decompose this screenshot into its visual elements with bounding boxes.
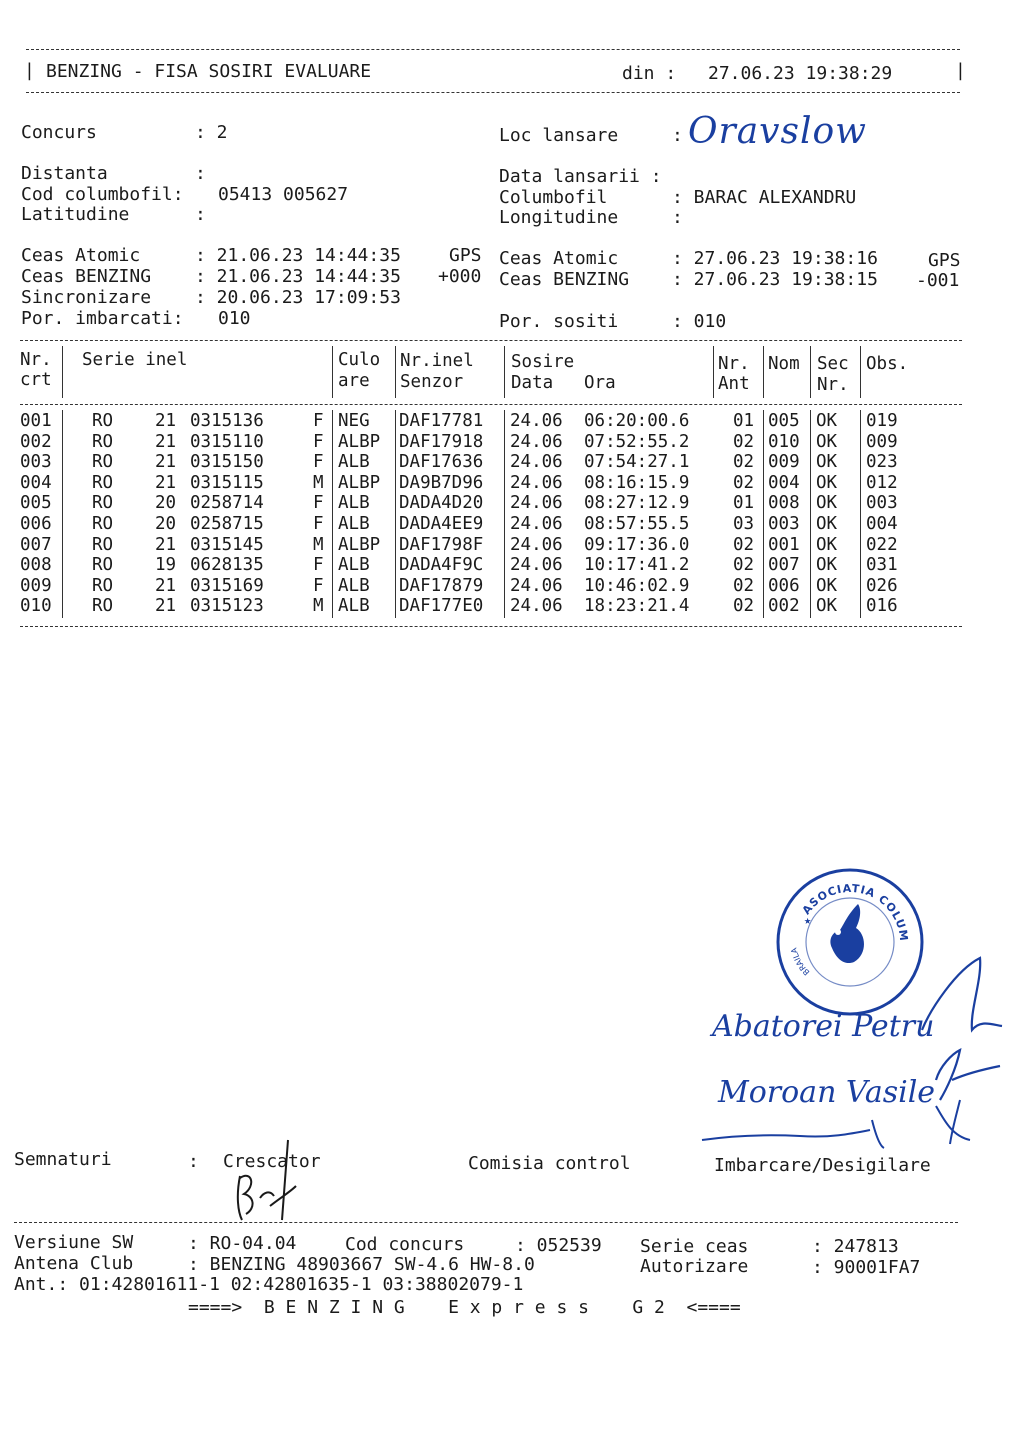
cell-sec: OK	[816, 534, 838, 555]
ceas-benzing-left-label: Ceas BENZING	[21, 266, 152, 287]
cell-year: 21	[155, 575, 177, 596]
col-sep	[860, 410, 861, 618]
cell-color: NEG	[338, 411, 370, 431]
table-top-rule	[20, 340, 962, 341]
footer-rule	[14, 1222, 958, 1223]
cell-nr: 010	[20, 596, 52, 617]
cell-nr: 003	[20, 452, 52, 473]
header-right-bar: |	[955, 60, 966, 81]
cell-color: ALB	[338, 555, 370, 576]
cell-time: 09:17:36.0	[584, 534, 690, 555]
cell-ring: 0315110	[190, 431, 264, 452]
sincronizare-value: : 20.06.23 17:09:53	[195, 287, 401, 308]
cell-nom: 006	[768, 575, 800, 596]
col-sep	[395, 346, 396, 398]
cell-year: 19	[155, 555, 177, 576]
cell-time: 08:16:15.9	[584, 472, 690, 493]
th-sec: Sec	[817, 354, 849, 374]
cell-sensor: DADA4D20	[399, 493, 484, 514]
ceas-benzing-right-label: Ceas BENZING	[499, 269, 630, 290]
cell-sensor: DAF17879	[399, 575, 484, 596]
semnaturi-label: Semnaturi	[14, 1149, 112, 1170]
cell-color: ALB	[338, 493, 370, 514]
loc-lansare-label: Loc lansare	[499, 125, 619, 146]
cell-ring: 0315169	[190, 575, 264, 596]
cell-nr: 008	[20, 555, 52, 576]
cell-ring: 0315145	[190, 534, 264, 555]
cell-ant: 01	[733, 493, 755, 514]
th-serie-inel: Serie inel	[82, 350, 188, 370]
cell-nom: 007	[768, 555, 800, 576]
cell-sex: F	[313, 452, 324, 473]
th-ant: Ant	[718, 374, 750, 394]
table-bottom-rule	[20, 626, 962, 627]
columbofil-value: : BARAC ALEXANDRU	[672, 187, 857, 208]
antena-value: : BENZING 48903667 SW-4.6 HW-8.0	[188, 1254, 535, 1275]
cell-sensor: DAF17781	[399, 411, 484, 431]
comisia-control-label: Comisia control	[468, 1153, 631, 1174]
cell-sec: OK	[816, 555, 838, 576]
concurs-label: Concurs	[21, 122, 97, 143]
autorizare-label: Autorizare	[640, 1256, 749, 1277]
cell-time: 10:17:41.2	[584, 555, 690, 576]
cell-year: 20	[155, 514, 177, 534]
cell-sex: F	[313, 575, 324, 596]
cell-sex: F	[313, 411, 324, 431]
cell-obs: 026	[866, 575, 898, 596]
imbarcati-value: 010	[218, 308, 251, 329]
th-nr: Nr.	[20, 350, 52, 370]
cell-year: 21	[155, 431, 177, 452]
cell-obs: 009	[866, 431, 898, 452]
cell-sec: OK	[816, 431, 838, 452]
cell-sensor: DADA4EE9	[399, 514, 484, 534]
data-lansarii-label: Data lansarii :	[499, 166, 662, 187]
antenna-list: Ant.: 01:42801611-1 02:42801635-1 03:38802079-1	[14, 1274, 524, 1295]
ceas-benzing-left-value: : 21.06.23 14:44:35	[195, 266, 401, 287]
ceas-atomic-right-value: : 27.06.23 19:38:16	[672, 248, 878, 269]
sositi-value: : 010	[672, 311, 727, 332]
cell-sex: F	[313, 493, 324, 514]
cell-ring: 0315150	[190, 452, 264, 473]
cell-time: 18:23:21.4	[584, 596, 690, 617]
cell-obs: 004	[866, 514, 898, 534]
cell-date: 24.06	[510, 411, 563, 431]
cod-columbofil-value: 05413 005627	[218, 184, 349, 205]
versiune-value: : RO-04.04	[188, 1233, 297, 1254]
cell-color: ALBP	[338, 534, 381, 555]
cell-sec: OK	[816, 575, 838, 596]
imbarcati-label: Por. imbarcati:	[21, 308, 184, 329]
cell-nom: 009	[768, 452, 800, 473]
cell-ant: 02	[733, 534, 755, 555]
ceas-atomic-right-label: Ceas Atomic	[499, 248, 619, 269]
crescator-label: Crescator	[223, 1151, 321, 1172]
cell-sec: OK	[816, 452, 838, 473]
cell-nom: 004	[768, 472, 800, 493]
cell-date: 24.06	[510, 472, 563, 493]
document-title: BENZING - FISA SOSIRI EVALUARE	[46, 61, 372, 82]
concurs-value: : 2	[195, 122, 228, 143]
signature-scribbles	[690, 950, 1010, 1150]
cell-country: RO	[92, 493, 114, 514]
th-data: Data	[511, 373, 554, 393]
col-sep	[62, 410, 63, 618]
cell-obs: 003	[866, 493, 898, 514]
cod-concurs-value: : 052539	[515, 1235, 602, 1256]
serie-ceas-value: : 247813	[812, 1236, 899, 1257]
cell-time: 07:54:27.1	[584, 452, 690, 473]
cell-nr: 006	[20, 514, 52, 534]
latitudine-label: Latitudine	[21, 204, 130, 225]
cell-nom: 008	[768, 493, 800, 514]
cell-ant: 02	[733, 472, 755, 493]
col-sep	[763, 346, 764, 398]
cell-obs: 031	[866, 555, 898, 576]
cell-time: 08:27:12.9	[584, 493, 690, 514]
cell-ring: 0315123	[190, 596, 264, 617]
cell-ring: 0258715	[190, 514, 264, 534]
th-culo: Culo	[338, 350, 381, 370]
cell-date: 24.06	[510, 555, 563, 576]
loc-lansare-value: Oravslow	[688, 111, 867, 152]
cell-country: RO	[92, 596, 114, 617]
cell-ring: 0258714	[190, 493, 264, 514]
cell-date: 24.06	[510, 452, 563, 473]
cell-sec: OK	[816, 411, 838, 431]
cell-ant: 01	[733, 411, 755, 431]
autorizare-value: : 90001FA7	[812, 1257, 921, 1278]
latitudine-value: :	[195, 204, 206, 225]
col-sep	[810, 346, 811, 398]
ceas-atomic-left-suffix: GPS	[449, 245, 482, 266]
handwritten-name-2: Moroan Vasile	[718, 1075, 936, 1110]
cell-nom: 003	[768, 514, 800, 534]
cell-sec: OK	[816, 514, 838, 534]
cell-country: RO	[92, 575, 114, 596]
table-header-rule	[20, 404, 962, 405]
col-sep	[504, 410, 505, 618]
cell-country: RO	[92, 452, 114, 473]
cell-ant: 02	[733, 452, 755, 473]
col-sep	[332, 410, 333, 618]
cell-country: RO	[92, 431, 114, 452]
cell-color: ALBP	[338, 472, 381, 493]
date-label: din :	[622, 63, 677, 84]
col-sep	[332, 346, 333, 398]
cell-year: 21	[155, 596, 177, 617]
cell-nr: 005	[20, 493, 52, 514]
cell-country: RO	[92, 555, 114, 576]
cell-ant: 02	[733, 555, 755, 576]
cell-sensor: DADA4F9C	[399, 555, 484, 576]
cell-color: ALB	[338, 514, 370, 534]
serie-ceas-label: Serie ceas	[640, 1236, 749, 1257]
cell-obs: 023	[866, 452, 898, 473]
col-sep	[395, 410, 396, 618]
distanta-value: :	[195, 163, 206, 184]
longitudine-label: Longitudine	[499, 207, 619, 228]
th-sec-nr: Nr.	[817, 375, 849, 395]
header-bottom-rule	[26, 92, 960, 93]
ceas-benzing-left-suffix: +000	[438, 266, 482, 287]
th-nr-ant: Nr.	[718, 354, 750, 374]
cell-date: 24.06	[510, 575, 563, 596]
header-top-rule	[26, 49, 960, 50]
cell-sensor: DAF17636	[399, 452, 484, 473]
cell-ant: 02	[733, 575, 755, 596]
columbofil-label: Columbofil	[499, 187, 608, 208]
cell-color: ALB	[338, 575, 370, 596]
th-obs: Obs.	[866, 354, 909, 374]
sincronizare-label: Sincronizare	[21, 287, 152, 308]
cell-year: 21	[155, 452, 177, 473]
sositi-label: Por. sositi	[499, 311, 619, 332]
antena-label: Antena Club	[14, 1253, 134, 1274]
imbarcare-desigilare-label: Imbarcare/Desigilare	[714, 1155, 931, 1176]
cell-nr: 009	[20, 575, 52, 596]
cell-sensor: DAF1798F	[399, 534, 484, 555]
cell-date: 24.06	[510, 493, 563, 514]
cell-year: 21	[155, 411, 177, 431]
th-nr-inel: Nr.inel	[400, 351, 474, 371]
cod-columbofil-label: Cod columbofil:	[21, 184, 184, 205]
ceas-atomic-left-label: Ceas Atomic	[21, 245, 141, 266]
th-ora: Ora	[584, 373, 616, 393]
cell-sex: M	[313, 472, 324, 493]
cod-concurs-label: Cod concurs	[345, 1234, 465, 1255]
cell-nr: 004	[20, 472, 52, 493]
cell-nom: 010	[768, 431, 800, 452]
ceas-benzing-right-value: : 27.06.23 19:38:15	[672, 269, 878, 290]
cell-nom: 002	[768, 596, 800, 617]
cell-nr: 007	[20, 534, 52, 555]
stamp-text: ASOCIATIA COLUMBOFILA	[764, 852, 911, 943]
header-left-bar: |	[24, 60, 35, 81]
cell-sex: F	[313, 555, 324, 576]
cell-ant: 02	[733, 431, 755, 452]
cell-time: 06:20:00.6	[584, 411, 690, 431]
th-senzor: Senzor	[400, 372, 464, 392]
cell-nr: 001	[20, 411, 52, 431]
th-crt: crt	[20, 370, 52, 390]
cell-time: 08:57:55.5	[584, 514, 690, 534]
cell-sex: M	[313, 534, 324, 555]
cell-sec: OK	[816, 596, 838, 617]
th-nom: Nom	[768, 354, 800, 374]
date-value: 27.06.23 19:38:29	[708, 63, 893, 84]
cell-country: RO	[92, 514, 114, 534]
loc-lansare-colon: :	[672, 125, 683, 146]
semnaturi-colon: :	[188, 1151, 199, 1172]
cell-nr: 002	[20, 431, 52, 452]
cell-sensor: DAF177E0	[399, 596, 484, 617]
cell-ring: 0315136	[190, 411, 264, 431]
cell-sex: F	[313, 514, 324, 534]
cell-sec: OK	[816, 493, 838, 514]
cell-ant: 02	[733, 596, 755, 617]
col-sep	[62, 346, 63, 398]
cell-color: ALB	[338, 452, 370, 473]
cell-obs: 016	[866, 596, 898, 617]
ceas-benzing-right-suffix: -001	[916, 270, 960, 291]
cell-country: RO	[92, 534, 114, 555]
cell-year: 21	[155, 534, 177, 555]
cell-year: 20	[155, 493, 177, 514]
distanta-label: Distanta	[21, 163, 108, 184]
col-sep	[504, 346, 505, 398]
longitudine-value: :	[672, 207, 683, 228]
cell-ant: 03	[733, 514, 755, 534]
cell-time: 07:52:55.2	[584, 431, 690, 452]
cell-sec: OK	[816, 472, 838, 493]
star-icon: ★	[804, 913, 812, 927]
cell-sensor: DAF17918	[399, 431, 484, 452]
cell-year: 21	[155, 472, 177, 493]
cell-sex: F	[313, 431, 324, 452]
cell-date: 24.06	[510, 514, 563, 534]
cell-nom: 001	[768, 534, 800, 555]
stamp-side-text: BRAILA	[789, 946, 812, 977]
cell-country: RO	[92, 472, 114, 493]
col-sep	[860, 346, 861, 398]
cell-obs: 019	[866, 411, 898, 431]
cell-color: ALB	[338, 596, 370, 617]
col-sep	[763, 410, 764, 618]
cell-obs: 012	[866, 472, 898, 493]
cell-nom: 005	[768, 411, 800, 431]
ceas-atomic-left-value: : 21.06.23 14:44:35	[195, 245, 401, 266]
th-sosire: Sosire	[511, 352, 575, 372]
th-are: are	[338, 371, 370, 391]
col-sep	[713, 346, 714, 398]
cell-ring: 0628135	[190, 555, 264, 576]
cell-country: RO	[92, 411, 114, 431]
col-sep	[810, 410, 811, 618]
versiune-label: Versiune SW	[14, 1232, 134, 1253]
crescator-signature	[230, 1136, 310, 1226]
benzing-banner: ====> B E N Z I N G E x p r e s s G 2 <====	[188, 1297, 741, 1318]
cell-sensor: DA9B7D96	[399, 472, 484, 493]
cell-sex: M	[313, 596, 324, 617]
ceas-atomic-right-suffix: GPS	[928, 250, 961, 271]
cell-ring: 0315115	[190, 472, 264, 493]
cell-date: 24.06	[510, 534, 563, 555]
cell-date: 24.06	[510, 431, 563, 452]
cell-color: ALBP	[338, 431, 381, 452]
cell-obs: 022	[866, 534, 898, 555]
cell-date: 24.06	[510, 596, 563, 617]
handwritten-name-1: Abatorei Petru	[712, 1009, 935, 1044]
cell-time: 10:46:02.9	[584, 575, 690, 596]
